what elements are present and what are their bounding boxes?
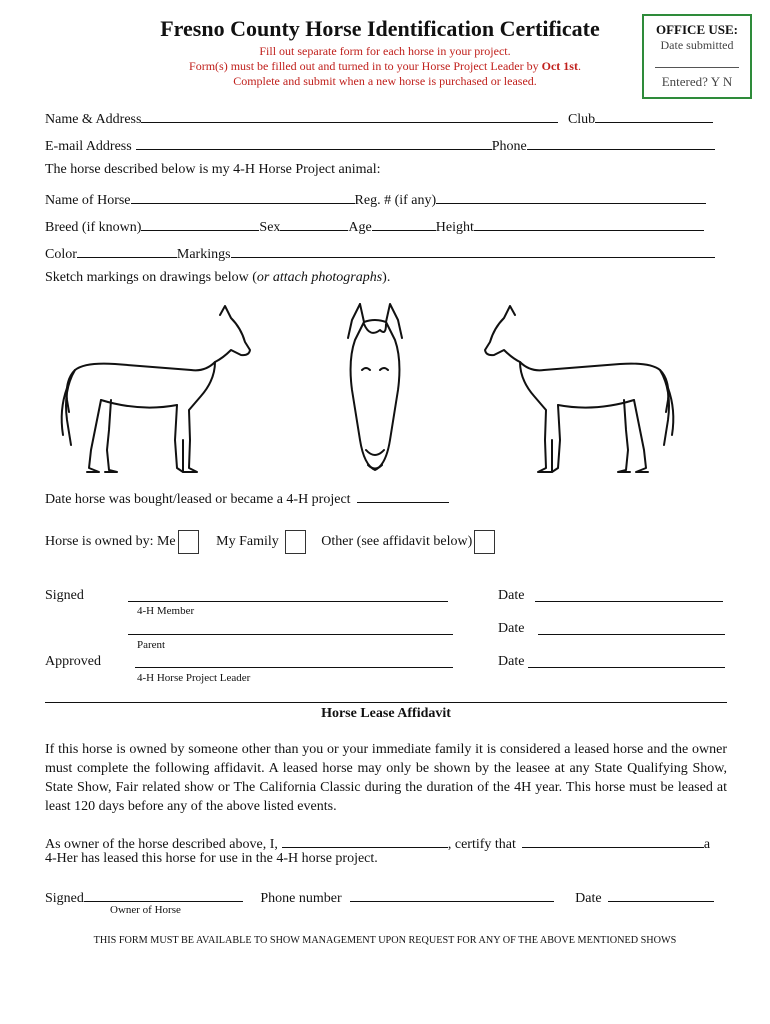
leader-label: 4-H Horse Project Leader xyxy=(137,672,251,684)
reg-field[interactable] xyxy=(436,189,706,204)
sex-field[interactable] xyxy=(280,216,348,231)
page-title: Fresno County Horse Identification Certificate xyxy=(160,16,600,41)
markings-field[interactable] xyxy=(231,243,715,258)
parent-label: Parent xyxy=(137,639,166,651)
ownership-row: Horse is owned by: Me My Family Other (see affidavit below) xyxy=(45,530,495,554)
owner-family-checkbox[interactable] xyxy=(285,530,306,554)
age-field[interactable] xyxy=(372,216,436,231)
parent-date-row: Date xyxy=(498,621,525,636)
leader-date-line[interactable] xyxy=(528,667,725,668)
owner-signature-field[interactable] xyxy=(84,887,243,902)
approved-label: Approved xyxy=(45,654,101,669)
leader-date-row: Date xyxy=(498,654,525,669)
owner-certify-line2: 4-Her has leased this horse for use in the 4-H horse project. xyxy=(45,851,378,866)
email-field[interactable] xyxy=(136,135,492,150)
statement: The horse described below is my 4-H Horse Project animal: xyxy=(45,162,381,177)
affidavit-text: If this horse is owned by someone other than you or your immediate family it is considered a leased horse and the owner must complete the following affidavit. A leased horse may only be shown by the leasee at any State Qualifying Show, State Show, Fair related show or The California Classic during the duration of the 4H year. This horse must be leased at least 120 days before any of the above listed events. xyxy=(45,742,727,814)
phone-field[interactable] xyxy=(527,135,715,150)
date-bought-field[interactable] xyxy=(357,488,449,503)
date-submitted-line[interactable] xyxy=(655,67,739,68)
member-signature-line[interactable] xyxy=(128,601,448,602)
horse-front-face-drawing[interactable] xyxy=(340,300,410,480)
entered-label: Entered? Y N xyxy=(661,74,733,89)
name-address-row: Name & Address Club xyxy=(45,108,713,128)
instruction-1: Fill out separate form for each horse in your project. xyxy=(259,44,511,58)
date-bought-row: Date horse was bought/leased or became a 4-H project xyxy=(45,488,449,508)
owner-signature-row: Signed Phone number Date xyxy=(45,887,714,907)
owner-phone-field[interactable] xyxy=(350,887,554,902)
owner-me-checkbox[interactable] xyxy=(178,530,199,554)
horse-left-side-drawing[interactable] xyxy=(55,300,255,480)
breed-field[interactable] xyxy=(141,216,259,231)
member-date-row: Date xyxy=(498,588,525,603)
instruction-2: Form(s) must be filled out and turned in to your Horse Project Leader by Oct 1st. xyxy=(189,59,581,73)
club-field[interactable] xyxy=(595,108,713,123)
owner-date-field[interactable] xyxy=(608,887,714,902)
affidavit-title: Horse Lease Affidavit xyxy=(321,706,451,721)
horse-name-field[interactable] xyxy=(131,189,355,204)
horse-name-row: Name of Horse Reg. # (if any) xyxy=(45,189,706,209)
name-address-field[interactable] xyxy=(141,108,558,123)
owner-name-field[interactable] xyxy=(282,833,448,848)
leasee-name-field[interactable] xyxy=(522,833,704,848)
parent-date-line[interactable] xyxy=(538,634,725,635)
sketch-instructions: Sketch markings on drawings below (or attach photographs). xyxy=(45,270,391,285)
horse-right-side-drawing[interactable] xyxy=(480,300,680,480)
height-field[interactable] xyxy=(474,216,704,231)
member-label: 4-H Member xyxy=(137,605,195,617)
email-row: E-mail Address Phone xyxy=(45,135,715,155)
footer-notice: THIS FORM MUST BE AVAILABLE TO SHOW MANAGEMENT UPON REQUEST FOR ANY OF THE ABOVE MENTIONED SHOWS xyxy=(93,935,677,946)
member-date-line[interactable] xyxy=(535,601,723,602)
owner-certify-row: As owner of the horse described above, I, , certify that a xyxy=(45,833,710,853)
leader-signature-line[interactable] xyxy=(135,667,453,668)
member-signed-label: Signed xyxy=(45,588,84,603)
parent-signature-line[interactable] xyxy=(128,634,453,635)
color-field[interactable] xyxy=(77,243,177,258)
office-use-box xyxy=(642,14,752,99)
breed-row: Breed (if known) Sex Age Height xyxy=(45,216,704,236)
owner-of-horse-label: Owner of Horse xyxy=(110,904,181,916)
instruction-3: Complete and submit when a new horse is purchased or leased. xyxy=(233,74,537,88)
color-row: Color Markings xyxy=(45,243,715,263)
section-divider xyxy=(45,702,727,703)
owner-other-checkbox[interactable] xyxy=(474,530,495,554)
office-use-heading: OFFICE USE: xyxy=(656,22,738,37)
date-submitted-label: Date submitted xyxy=(660,38,734,52)
